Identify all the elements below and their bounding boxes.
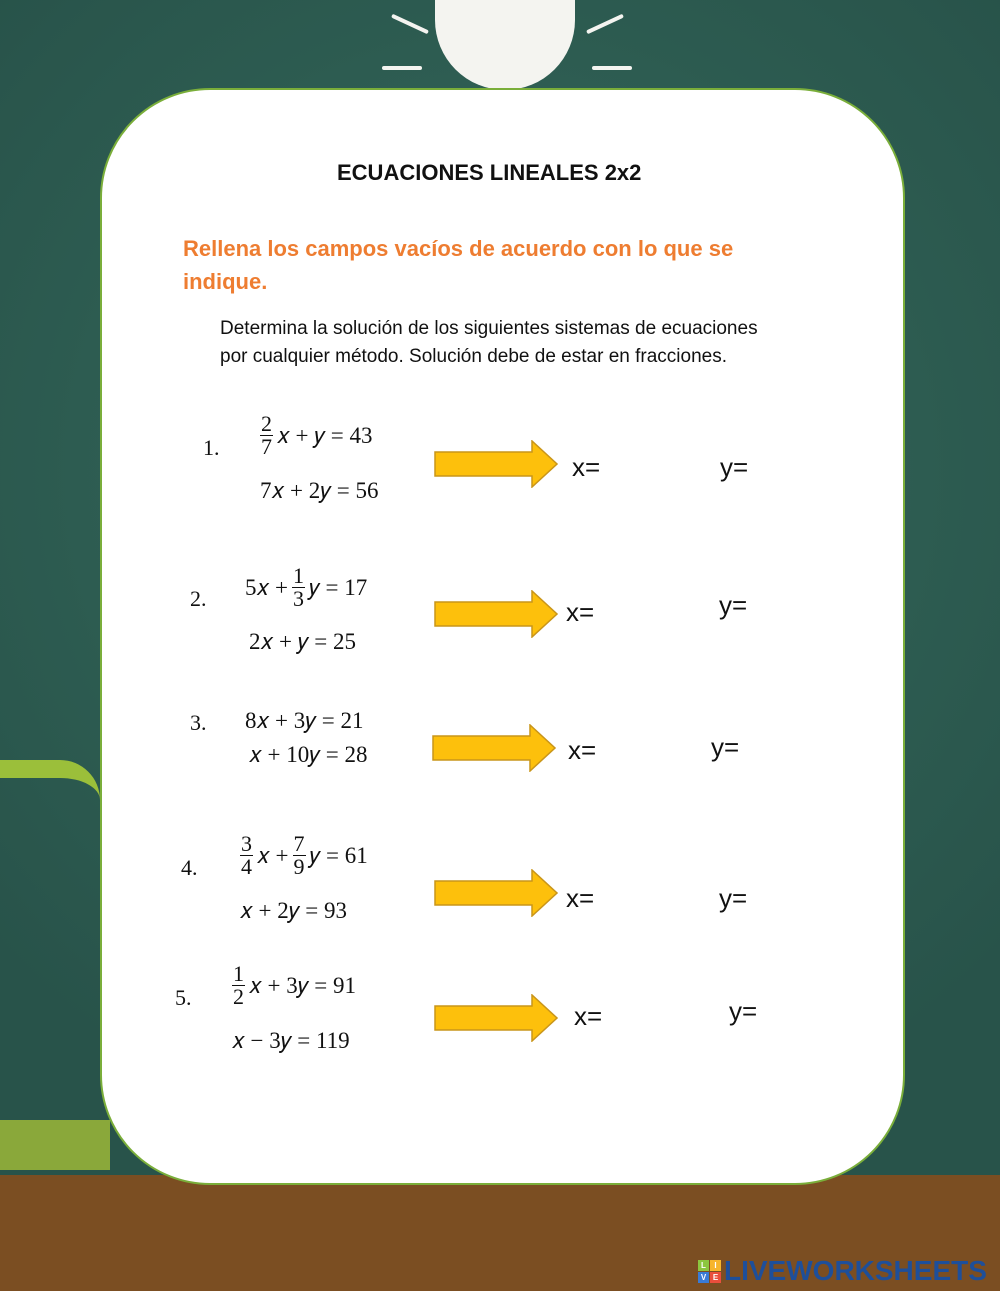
fraction-denominator: 9	[293, 854, 305, 879]
equation-term: 𝑥 + 10𝑦 = 28	[249, 742, 368, 767]
arrow-right-icon	[434, 590, 558, 638]
y-answer-label: y=	[711, 732, 740, 762]
fraction-numerator: 1	[293, 563, 305, 588]
fraction-denominator: 7	[261, 434, 272, 459]
problem-number: 1.	[203, 435, 220, 460]
page-title: ECUACIONES LINEALES 2x2	[337, 160, 642, 185]
x-answer-input[interactable]	[604, 597, 698, 629]
fraction	[293, 833, 306, 878]
problem-number: 2.	[190, 586, 207, 611]
liveworksheets-logo	[698, 1255, 987, 1287]
light-ray	[592, 66, 632, 70]
y-answer-label: y=	[719, 883, 748, 913]
fraction-denominator: 3	[293, 586, 305, 611]
fraction-numerator: 3	[241, 831, 252, 856]
equation	[247, 742, 370, 768]
y-answer-input[interactable]	[767, 996, 861, 1028]
equation-term: 𝑥 + 𝑦 = 43	[277, 422, 373, 448]
problem-number: 3.	[190, 710, 207, 735]
equation-term: 2𝑥 + 𝑦 = 25	[249, 629, 356, 654]
instructions: Determina la solución de los siguientes sistemas de ecuaciones por cualquier método. Solución debe de estar en fracciones.	[220, 318, 758, 367]
x-answer-input[interactable]	[604, 883, 698, 915]
equation-term: 𝑦 = 17	[309, 574, 368, 600]
equation	[230, 1028, 352, 1054]
x-answer-input[interactable]	[606, 735, 700, 767]
equation	[247, 629, 358, 655]
y-answer-input[interactable]	[757, 883, 851, 915]
fraction	[260, 413, 273, 458]
arrow-right-icon	[434, 869, 558, 917]
y-answer-input[interactable]	[758, 452, 852, 484]
problem-number: 5.	[175, 985, 192, 1010]
equation-term: 5𝑥 +	[245, 574, 289, 600]
logo-letter: E	[710, 1272, 721, 1283]
arrow-right-icon	[434, 994, 558, 1042]
arrow-right-icon	[434, 440, 558, 488]
equation-term: 𝑦 = 61	[309, 842, 368, 868]
x-answer-label: x=	[572, 452, 601, 482]
problem-number: 4.	[181, 855, 198, 880]
equation-term: 𝑥 +	[257, 842, 289, 868]
equation-term: 8𝑥 + 3𝑦 = 21	[245, 708, 364, 733]
y-answer-input[interactable]	[749, 732, 843, 764]
equation-term: 𝑥 + 2𝑦 = 93	[240, 898, 347, 923]
logo-text: LIVEWORKSHEETS	[724, 1255, 987, 1286]
x-answer-label: x=	[568, 735, 597, 765]
y-answer-label: y=	[720, 452, 749, 482]
x-answer-label: x=	[574, 1001, 603, 1031]
logo-icon	[698, 1260, 721, 1283]
arrow-right-icon	[432, 724, 556, 772]
desk-edge-decoration	[0, 1120, 110, 1170]
y-answer-label: y=	[719, 590, 748, 620]
equation	[258, 478, 381, 504]
x-answer-label: x=	[566, 597, 595, 627]
logo-letter: I	[710, 1260, 721, 1271]
fraction-numerator: 2	[261, 411, 272, 436]
equation	[238, 898, 349, 924]
subtitle: Rellena los campos vacíos de acuerdo con lo que se indique.	[183, 236, 734, 294]
y-answer-label: y=	[729, 996, 758, 1026]
equation-term: 𝑥 + 3𝑦 = 91	[249, 972, 356, 998]
fraction-numerator: 7	[293, 831, 305, 856]
equation	[243, 708, 366, 734]
x-answer-input[interactable]	[610, 452, 704, 484]
equation	[243, 565, 369, 610]
fraction	[240, 833, 253, 878]
fraction-numerator: 1	[233, 961, 244, 986]
equation	[258, 413, 375, 458]
fraction-denominator: 2	[233, 984, 244, 1009]
y-answer-input[interactable]	[757, 590, 851, 622]
equation	[230, 963, 358, 1008]
fraction	[292, 565, 305, 610]
light-ray	[382, 66, 422, 70]
equation-term: 𝑥 − 3𝑦 = 119	[232, 1028, 350, 1053]
equation	[238, 833, 370, 878]
equation-term: 7𝑥 + 2𝑦 = 56	[260, 478, 379, 503]
logo-letter: L	[698, 1260, 709, 1271]
fraction-denominator: 4	[241, 854, 252, 879]
x-answer-input[interactable]	[612, 1001, 706, 1033]
fraction	[232, 963, 245, 1008]
x-answer-label: x=	[566, 883, 595, 913]
logo-letter: V	[698, 1272, 709, 1283]
